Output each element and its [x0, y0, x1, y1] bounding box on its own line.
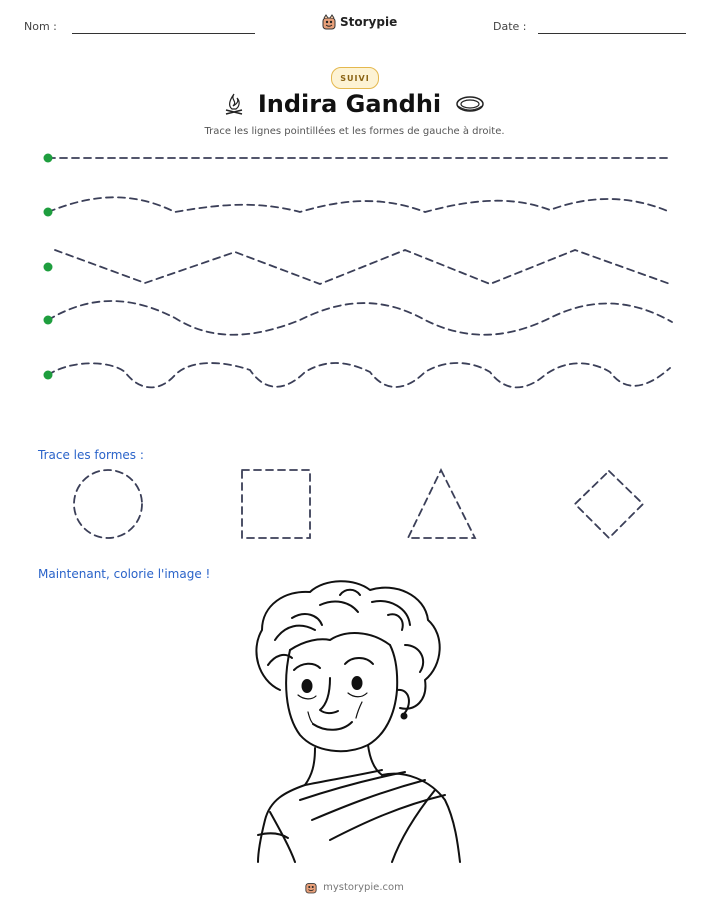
level-badge: SUIVI: [331, 67, 379, 89]
coloring-section-label: Maintenant, colorie l'image !: [38, 567, 211, 581]
date-label: Date :: [493, 20, 527, 33]
storypie-logo-icon: [305, 880, 317, 894]
trace-shape-square: [242, 470, 310, 538]
portrait-coloring-illustration: [240, 575, 470, 865]
start-dot: [44, 154, 53, 163]
trace-shapes: [0, 460, 709, 550]
start-dot: [44, 371, 53, 380]
trace-shape-triangle: [408, 470, 475, 538]
trace-line-zigzag: [55, 250, 670, 284]
instructions: Trace les lignes pointillées et les formes de gauche à droite.: [204, 126, 505, 137]
tracing-lines: [0, 0, 709, 420]
trace-line-gentle-wave: [48, 197, 670, 212]
trace-shape-circle: [74, 470, 142, 538]
shapes-section-label: Trace les formes :: [38, 448, 144, 462]
trace-line-tight-wave: [48, 363, 670, 387]
trace-shape-diamond: [575, 471, 643, 538]
page-title: Indira Gandhi: [257, 90, 442, 118]
footer: [0, 880, 709, 894]
trace-line-wave: [48, 301, 672, 335]
start-dot: [44, 263, 53, 272]
brand-name: Storypie: [340, 15, 398, 29]
start-dot: [44, 208, 53, 217]
start-dots: [44, 154, 53, 380]
footer-url[interactable]: mystorypie.com: [323, 881, 404, 893]
start-dot: [44, 316, 53, 325]
name-label: Nom :: [24, 20, 57, 33]
